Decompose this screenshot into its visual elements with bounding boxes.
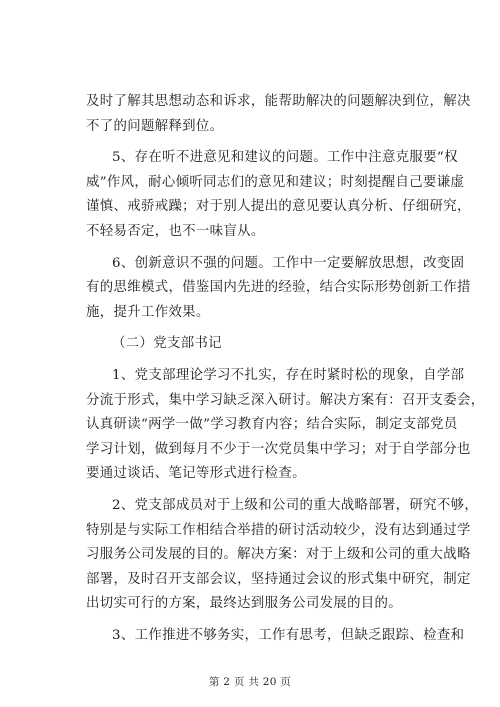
paragraph-item-6 [86, 252, 471, 326]
text-line: 及时了解其思想动态和诉求，能帮助解决的问题解决到位，解决 [86, 94, 471, 109]
text-line: 5、存在听不进意见和建议的问题。工作中注意克服要“权 [112, 150, 458, 166]
text-line: 习服务公司发展的目的。解决方案：对于上级和公司的重大战略 [86, 547, 471, 563]
page-footer [0, 675, 500, 689]
text-line: 认真研读“两学一做”学习教育内容；结合实际，制定支部党员 [86, 417, 458, 433]
page-number-label: 第 2 页 共 20 页 [208, 676, 292, 688]
section-heading [86, 332, 420, 357]
text-line: 分流于形式，集中学习缺乏深入研讨。解决方案有：召开支委会， [86, 392, 485, 408]
text-line: 部署，及时召开支部会议，坚持通过会议的形式集中研究，制定 [86, 571, 471, 587]
document-body [86, 90, 485, 648]
text-line: 要通过谈话、笔记等形式进行检查。 [86, 466, 306, 482]
text-line: 1、党支部理论学习不扎实，存在时紧时松的现象，自学部 [112, 367, 465, 383]
text-line: 威”作风，耐心倾听同志们的意见和建议；时刻提醒自己要谦虚 [86, 174, 465, 190]
text-line: 3、工作推进不够务实，工作有思考，但缺乏跟踪、检查和 [112, 627, 465, 643]
text-line: 6、创新意识不强的问题。工作中一定要解放思想，改变固 [112, 255, 465, 271]
text-line: 有的思维模式，借鉴国内先进的经验，结合实际形势创新工作措 [86, 280, 471, 296]
paragraph-s2-item-3 [86, 624, 465, 649]
text-line: 2、党支部成员对于上级和公司的重大战略部署，研究不够， [112, 497, 479, 513]
text-line: 学习计划，做到每月不少于一次党员集中学习；对于自学部分也 [86, 441, 471, 457]
paragraph-item-5 [86, 146, 471, 244]
text-line: 不了的问题解释到位。 [86, 118, 224, 134]
text-line: 谨慎、戒骄戒躁；对于别人提出的意见要认真分析、仔细研究， [86, 199, 471, 215]
text-line: 不轻易否定，也不一味盲从。 [86, 223, 265, 239]
section-heading-text: （二）党支部书记 [112, 336, 222, 352]
text-line: 施，提升工作效果。 [86, 304, 210, 320]
paragraph-s2-item-1 [86, 364, 485, 487]
text-line: 特别是与实际工作相结合举措的研讨活动较少，没有达到通过学 [86, 522, 471, 538]
paragraph-continued [86, 90, 471, 139]
paragraph-s2-item-2 [86, 494, 479, 617]
text-line: 出切实可行的方案，最终达到服务公司发展的目的。 [86, 596, 403, 612]
